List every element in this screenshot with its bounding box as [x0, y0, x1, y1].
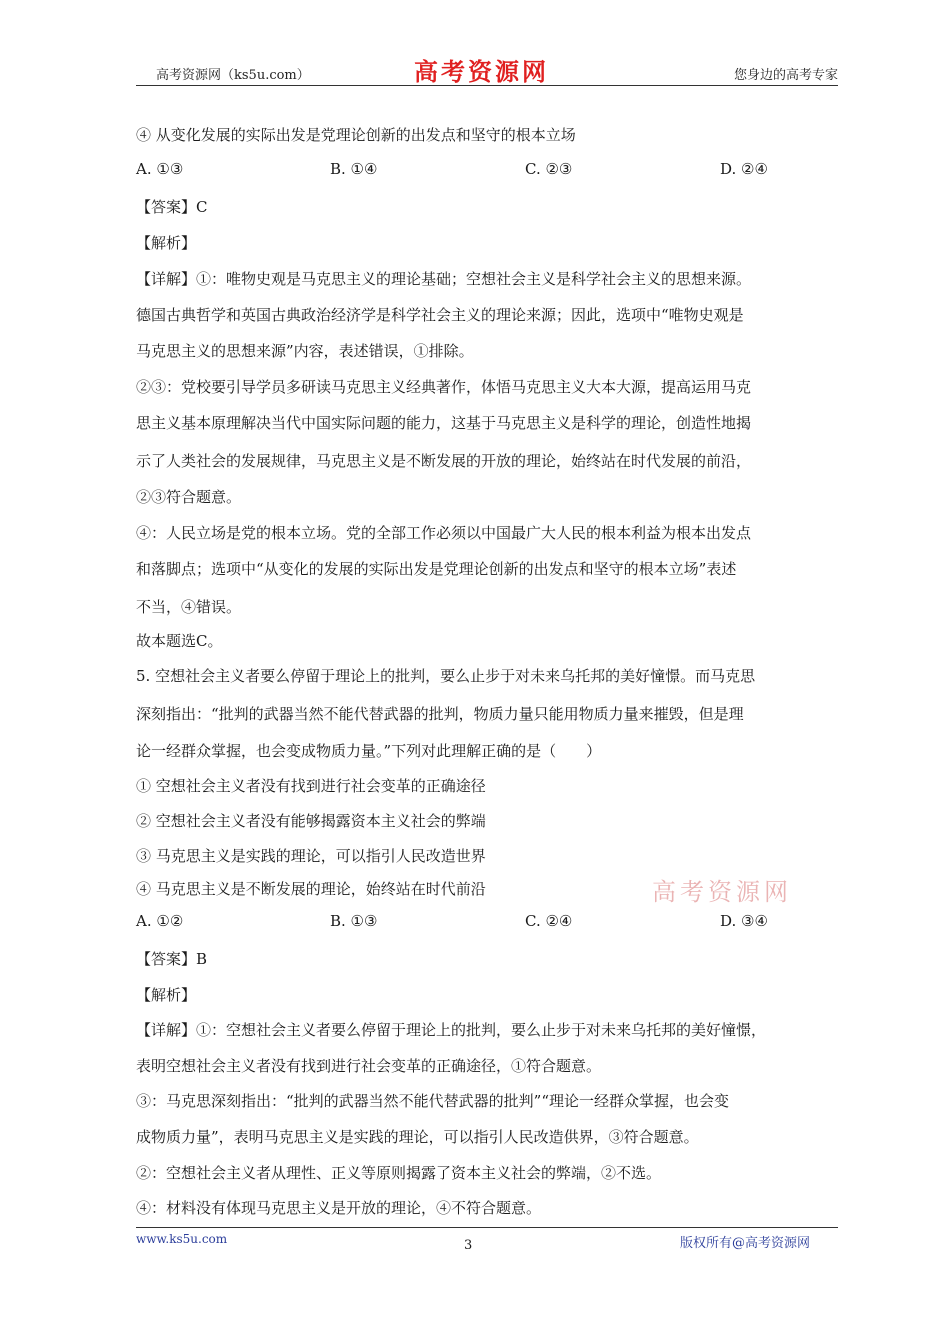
- q4-choice-c: C. ②③: [525, 160, 573, 178]
- q4-option-4: ④ 从变化发展的实际出发是党理论创新的出发点和坚守的根本立场: [136, 126, 576, 144]
- q4-detail-line: 思主义基本原理解决当代中国实际问题的能力，这基于马克思主义是科学的理论，创造性地揭: [136, 414, 752, 432]
- q5-detail-line: ④：材料没有体现马克思主义是开放的理论，④不符合题意。: [136, 1199, 542, 1217]
- q4-analysis-heading: 【解析】: [136, 234, 197, 252]
- q5-stem: 深刻指出：“批判的武器当然不能代替武器的批判，物质力量只能用物质力量来摧毁，但是理: [136, 705, 744, 723]
- site-logo: 高考资源网: [414, 57, 549, 86]
- q5-choice-b: B. ①③: [330, 912, 378, 930]
- q5-stem: 论一经群众掌握，也会变成物质力量。”下列对此理解正确的是（ ）: [136, 742, 602, 760]
- q4-detail-line: ④：人民立场是党的根本立场。党的全部工作必须以中国最广大人民的根本利益为根本出发点: [136, 524, 752, 542]
- q4-detail-line: ②③：党校要引导学员多研读马克思主义经典著作，体悟马克思主义大本大源，提高运用马克: [136, 378, 752, 396]
- footer-divider: [136, 1227, 838, 1228]
- header-divider: [136, 85, 838, 86]
- q5-detail-line: ②：空想社会主义者从理性、正义等原则揭露了资本主义社会的弊端，②不选。: [136, 1164, 662, 1182]
- q4-choice-b: B. ①④: [330, 160, 378, 178]
- q4-detail-line: 不当，④错误。: [136, 598, 242, 616]
- q5-statement-1: ① 空想社会主义者没有找到进行社会变革的正确途径: [136, 777, 486, 795]
- q5-stem: 5. 空想社会主义者要么停留于理论上的批判，要么止步于对未来乌托邦的美好憧憬。而马克思: [136, 667, 756, 685]
- footer-website-link[interactable]: www.ks5u.com: [136, 1232, 228, 1246]
- header-slogan: 您身边的高考专家: [733, 68, 838, 83]
- q5-detail-line: ③：马克思深刻指出：“批判的武器当然不能代替武器的批判”“理论一经群众掌握，也会变: [136, 1092, 730, 1110]
- q5-answer: 【答案】B: [136, 950, 208, 968]
- footer-copyright: 版权所有@高考资源网: [679, 1236, 810, 1251]
- q4-detail-line: 和落脚点；选项中“从变化的发展的实际出发是党理论创新的出发点和坚守的根本立场”表述: [136, 560, 737, 578]
- q4-detail-line: 马克思主义的思想来源”内容，表述错误，①排除。: [136, 342, 474, 360]
- q4-conclusion: 故本题选C。: [136, 632, 223, 650]
- q4-answer: 【答案】C: [136, 198, 208, 216]
- q5-choice-c: C. ②④: [525, 912, 573, 930]
- q5-choice-d: D. ③④: [720, 912, 768, 930]
- q5-detail-line: 【详解】①：空想社会主义者要么停留于理论上的批判，要么止步于对未来乌托邦的美好憧憬，: [136, 1021, 767, 1039]
- q5-detail-line: 表明空想社会主义者没有找到进行社会变革的正确途径，①符合题意。: [136, 1057, 602, 1075]
- q5-statement-2: ② 空想社会主义者没有能够揭露资本主义社会的弊端: [136, 812, 486, 830]
- q5-detail-line: 成物质力量”，表明马克思主义是实践的理论，可以指引人民改造供界，③符合题意。: [136, 1128, 699, 1146]
- q5-statement-4: ④ 马克思主义是不断发展的理论，始终站在时代前沿: [136, 880, 486, 898]
- page-number: 3: [464, 1238, 473, 1253]
- q4-detail-line: 示了人类社会的发展规律，马克思主义是不断发展的开放的理论，始终站在时代发展的前沿，: [136, 452, 752, 470]
- q4-detail-line: 【详解】①：唯物史观是马克思主义的理论基础；空想社会主义是科学社会主义的思想来源。: [136, 270, 752, 288]
- header-site-name: 高考资源网（ks5u.com）: [156, 68, 310, 83]
- q4-detail-line: 德国古典哲学和英国古典政治经济学是科学社会主义的理论来源；因此，选项中“唯物史观是: [136, 306, 744, 324]
- q5-statement-3: ③ 马克思主义是实践的理论，可以指引人民改造世界: [136, 847, 486, 865]
- q4-choice-a: A. ①③: [136, 160, 184, 178]
- q4-detail-line: ②③符合题意。: [136, 488, 242, 506]
- q5-choice-a: A. ①②: [136, 912, 184, 930]
- watermark: 高考资源网: [652, 878, 792, 906]
- q4-choice-d: D. ②④: [720, 160, 768, 178]
- q5-analysis-heading: 【解析】: [136, 986, 197, 1004]
